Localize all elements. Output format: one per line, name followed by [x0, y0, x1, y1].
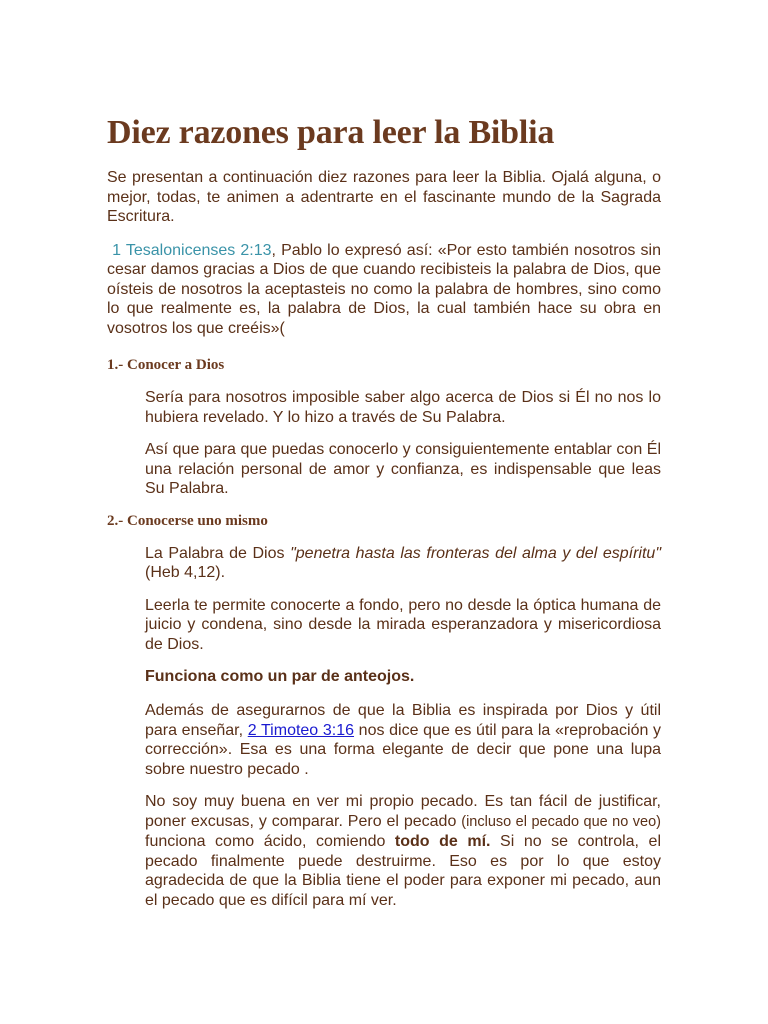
subheading: Funciona como un par de anteojos.	[145, 668, 415, 685]
section-2-paragraph	[145, 792, 661, 910]
section-2-paragraph	[145, 544, 661, 583]
section-heading-1: 1.- Conocer a Dios	[107, 357, 225, 373]
section-1-paragraph: Sería para nosotros imposible saber algo acerca de Dios si Él no nos lo hubiera revelado. Y lo hizo a través de Su Palabra.	[145, 389, 661, 426]
page-title: Diez razones para leer la Biblia	[107, 114, 555, 151]
section-2-paragraph	[145, 701, 661, 779]
text-run: funciona como ácido, comiendo	[145, 833, 395, 850]
section-1-paragraph: Así que para que puedas conocerlo y consiguientemente entablar con Él una relación personal de amor y confianza, es indispensable que leas Su Palabra.	[145, 441, 661, 497]
text-run: nos dice que es útil para la «reprobación y corrección». Esa es una forma elegante de decir que pone una lupa sobre nuestro pecado .	[145, 721, 662, 778]
text-run: (incluso el pecado que no veo)	[461, 813, 661, 830]
section-2-paragraph: Leerla te permite conocerte a fondo, pero no desde la óptica humana de juicio y condena, sino desde la mirada esperanzadora y misericordiosa de Dios.	[145, 596, 661, 653]
quote-text: , Pablo lo expresó así: «Por esto también nosotros sin cesar damos gracias a Dios de que cuando recibisteis la palabra de Dios, que oísteis de nosotros la aceptasteis no como la palabra de hombres, sino como lo que realmente es, la palabra de Dios, la cual también hace su obra en vosotros los que creéis»(	[107, 241, 661, 337]
bible-reference-link[interactable]: 1 Tesalonicenses 2:13	[112, 241, 272, 259]
bible-reference-link[interactable]: 2 Timoteo 3:16	[247, 721, 355, 739]
intro-paragraph: Se presentan a continuación diez razones para leer la Biblia. Ojalá alguna, o mejor, todas, te animen a adentrarte en el fascinante mundo de la Sagrada Escritura.	[107, 169, 661, 225]
section-heading-2: 2.- Conocerse uno mismo	[107, 512, 268, 529]
text-run: Además de asegurarnos de que la Biblia es inspirada por Dios y útil para enseñar,	[145, 702, 661, 739]
section-1-body	[145, 388, 661, 499]
quote-paragraph	[107, 241, 661, 339]
document-page	[107, 112, 661, 923]
text-run: No soy muy buena en ver mi propio pecado. Es tan fácil de justificar, poner excusas, y comparar. Pero el pecado	[145, 793, 661, 830]
text-run: (Heb 4,12).	[145, 564, 226, 581]
text-run: La Palabra de Dios	[145, 544, 291, 562]
text-run: Si no se controla, el pecado finalmente puede destruirme. Eso es por lo que estoy agradecida de que la Biblia tiene el poder para exponer mi pecado, aun el pecado que es difícil para mí ver.	[145, 833, 662, 909]
emphasis: todo de mí.	[394, 833, 491, 850]
section-2-body	[145, 544, 661, 911]
scripture-quote: "penetra hasta las fronteras del alma y del espíritu"	[290, 544, 661, 562]
